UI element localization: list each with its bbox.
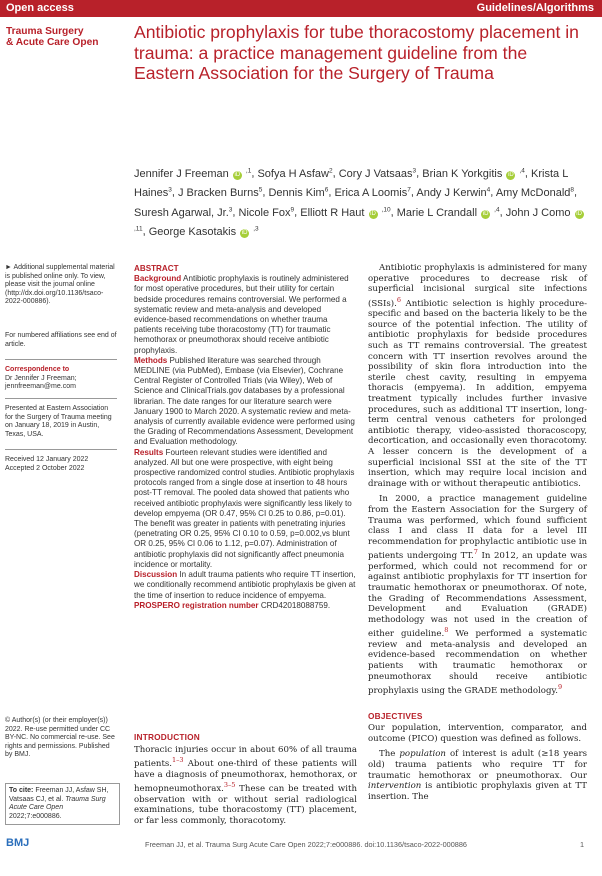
abstract-background (134, 274, 357, 356)
citation-heading: To cite: (9, 787, 34, 794)
correspondence-details: Dr Jennifer J Freeman; jennfreeman@me.com (5, 374, 77, 391)
author-name[interactable]: Suresh Agarwal, Jr. (134, 206, 229, 219)
dates (5, 456, 117, 473)
orcid-icon[interactable]: iD (508, 171, 514, 178)
author-name[interactable]: Andy J Kerwin (416, 187, 487, 200)
author-name[interactable]: Amy McDonald (495, 187, 571, 200)
objectives-heading: OBJECTIVES (368, 710, 423, 721)
journal-name-line1: Trauma Surgery (6, 26, 84, 37)
affiliations-note: For numbered affiliations see end of article. (5, 332, 117, 348)
body-text: The (379, 749, 400, 760)
author (416, 187, 490, 199)
author (134, 207, 232, 219)
abstract-results (134, 448, 357, 570)
prospero-label: PROSPERO registration number (134, 600, 259, 610)
author (239, 207, 295, 219)
affiliation-number: 5 (258, 186, 263, 194)
intro-text-2: About one-third of these patients will have a diagnosis of pneumothorax, hemothorax, or hemopneumothorax. (134, 759, 357, 795)
author-list: Jennifer J Freeman iD $^{,1}$, Sofya H Asfaw$^2$, Cory J Vatsaas$^3$, Brian K Yorkgitis iD $^{,4}$, Krista L Haines$^3$, J Bracken Burns$^5$, Dennis Kim$^6$, Erica A Loomis$^7$, Andy J Kerwin$^4$, Amy McDonald$^8$, Suresh Agarwal, Jr.$^3$, Nicole Fox$^9$, Elliott R Haut iD $^{,10}$, Marie L Crandall iD $^{,4}$, John J Como iD $^{,11}$, George Kasotakis iD $^{,3}$ (134, 163, 590, 241)
discussion-text: In adult trauma patients who require TT insertion, we conditionally recommend antibiotic prophylaxis be given at the time of insertion to reduce incidence of empyema. (134, 570, 356, 600)
orcid-icon[interactable]: iD (241, 230, 248, 237)
introduction-paragraph (134, 745, 357, 827)
author (257, 168, 332, 180)
affiliation-number: 9 (290, 205, 295, 213)
author (496, 187, 574, 199)
author (149, 226, 259, 238)
affiliation-number: 8 (570, 186, 575, 194)
orcid-icon[interactable]: iD (370, 210, 376, 217)
author-name[interactable]: Krista L Haines (134, 167, 568, 200)
correspondence (5, 366, 117, 392)
results-label: Results (134, 447, 164, 457)
author (422, 168, 525, 180)
citation-authors: Freeman JJ, Asfaw SH, Vatsaas CJ, et al. (9, 787, 109, 803)
affiliation-number: ,10 (381, 205, 391, 213)
correspondence-heading: Correspondence to (5, 366, 70, 373)
affiliation-number: ,3 (253, 225, 259, 233)
author-name[interactable]: J Bracken Burns (178, 187, 259, 200)
author-name[interactable]: Erica A Loomis (334, 187, 408, 200)
author-name[interactable]: Brian K Yorkgitis (422, 167, 503, 180)
article-type-label: Guidelines/Algorithms (476, 2, 594, 14)
abstract (134, 264, 357, 611)
body-text: In 2000, a practice management guideline from the Eastern Association for the Surgery of Trauma was performed, which found sufficient class I and class II data for a level III recommendation for prophylactic antibiotic use in patients undergoing TT. (368, 494, 587, 562)
introduction-heading: INTRODUCTION (134, 732, 201, 742)
body-right-column (368, 263, 587, 802)
methods-label: Methods (134, 355, 168, 365)
reference-link[interactable]: 7 (473, 548, 478, 557)
introduction-section (134, 732, 357, 826)
affiliation-number: ,4 (494, 205, 500, 213)
author-name[interactable]: Nicole Fox (238, 206, 291, 219)
page-number: 1 (580, 840, 585, 849)
supplemental-note: ► Additional supplemental material is published online only. To view, please visit the journal online (http://dx.doi.org/10.1136/tsaco-2022-000886). (5, 264, 115, 306)
author-name[interactable]: Jennifer J Freeman (134, 167, 229, 180)
sidebar-divider (5, 398, 117, 399)
citation-journal: Trauma Surg Acute Care Open (9, 795, 106, 812)
orcid-icon[interactable]: iD (576, 210, 582, 217)
affiliation-number: 4 (486, 186, 491, 194)
author (300, 207, 390, 219)
abstract-prospero (134, 601, 357, 611)
author-name[interactable]: John J Como (505, 206, 571, 219)
copyright-note: © Author(s) (or their employer(s)) 2022. Re-use permitted under CC BY-NC. No commercial re-use. See rights and permissions. Published by BMJ. (5, 717, 115, 759)
affiliation-number: 7 (407, 186, 411, 194)
affiliation-number: ,11 (134, 225, 143, 233)
reference-link[interactable]: 9 (557, 683, 563, 692)
author (334, 187, 410, 199)
sidebar-divider (5, 449, 117, 450)
affiliation-number: 3 (228, 205, 233, 213)
affiliation-number: 3 (168, 186, 172, 194)
author (268, 187, 328, 199)
body-text: In 2012, an update was performed, which could not recommend for or against antibiotic prophylaxis for TT insertion for traumatic hemothorax or pneumothorax. Of note, the Grading of Recommendations Assessment, Development and Evaluation (GRADE) methodology was not used in the creation of either guideline. (368, 551, 587, 640)
orcid-icon[interactable]: iD (482, 210, 489, 217)
presented-note: Presented at Eastern Association for the Surgery of Trauma meeting on January 18, 2019 in Austin, Texas, USA. (5, 405, 112, 438)
reference-link[interactable]: 3–5 (223, 781, 236, 790)
author-name[interactable]: Cory J Vatsaas (338, 167, 413, 180)
affiliation-number: ,4 (519, 167, 525, 174)
citation-volume: 2022;7:e000886. (9, 812, 62, 820)
body-text: We performed a systematic review and meta-analysis and developed an evidence-based recommendation on whether patients with traumatic hemothorax or pneumothorax should receive antibiotic prophylaxis using the GRADE methodology. (368, 629, 587, 696)
reference-link[interactable]: 8 (444, 626, 449, 635)
footer-citation: Freeman JJ, et al. Trauma Surg Acute Care Open 2022;7:e000886. doi:10.1136/tsaco-2022-000886 (145, 840, 467, 849)
accepted-date: Accepted 2 October 2022 (5, 464, 85, 472)
discussion-label: Discussion (134, 570, 178, 580)
citation-box (5, 783, 120, 825)
author (178, 187, 262, 199)
intro-text-1: Thoracic injuries occur in about 60% of all trauma patients. (134, 744, 357, 770)
body-paragraph-3: Our population, intervention, comparator, and outcome (PICO) question was defined as follows. (368, 723, 587, 744)
top-banner (0, 0, 602, 17)
affiliation-number: 6 (324, 186, 329, 194)
body-text: Antibiotic selection is highly procedure-specific and based on the bacteria likely to be the source of the potential infection. The utility of antibiotic prophylaxis for bedside procedures such as TT remains controversial. The greatest concern with TT insertion revolves around the possibility of skin flora introduction into the sterile chest cavity, resulting in empyema thoracis (empyema). In addition, empyema treatment typically includes further invasive procedures, such as additional TT insertion, long-term central venous catheters for prolonged antibiotic therapy, video-assisted thoracoscopy, decortication, and occasionally even thoracotomy. A lesser concern is the development of a superficial incisional SSI at the site of the TT insertion, which may require local incision and drainage with or without therapeutic antibiotics. (368, 298, 587, 489)
body-text: Antibiotic prophylaxis is administered for many operative procedures to decrease risk of superficial incisional surgical site infections (SSIs). (368, 263, 587, 309)
body-text: of interest is adult (≥18 years old) trauma patients who require TT for traumatic hemothorax or pneumothorax. Our (368, 749, 587, 781)
reference-link[interactable]: 6 (396, 295, 402, 304)
prospero-text: CRD42018088759. (260, 600, 331, 610)
received-date: Received 12 January 2022 (5, 456, 89, 463)
body-paragraph-1 (368, 263, 587, 489)
abstract-methods (134, 356, 357, 448)
author-name[interactable]: Elliott R Haut (300, 206, 365, 219)
results-text: Fourteen relevant studies were identified and analyzed. All but one were prospective, with eight being prospective randomized control studies. Antibiotic prophylaxis protocols ranged from a single dose at insertion to 48 hours post-TT removal. The pooled data showed that patients who received antibiotic prophylaxis were significantly less likely to develop empyema (OR 0.47, 95% CI 0.25 to 0.86, p=0.01). The benefit was greater in patients with penetrating injuries (penetrating OR 0.25, 95% CI 0.10 to 0.59, p=0.002,vs blunt OR 0.25, 95% CI 0.06 to 1.12, p=0.07). Administration of antibiotic prophylaxis did not significantly affect pneumonia incidence or mortality. (134, 447, 355, 569)
author (134, 168, 251, 180)
background-text: Antibiotic prophylaxis is routinely administered for most operative procedures, but their utility for certain bedside procedures remains controversial. We performed a systematic review and meta-analysis and developed evidence-based recommendations on whether trauma patients receiving tube thoracostomy (TT) for traumatic hemothorax or pneumothorax should receive antibiotic prophylaxis. (134, 274, 349, 355)
background-label: Background (134, 274, 182, 284)
emphasis-population: population (399, 749, 446, 760)
article-title: Antibiotic prophylaxis for tube thoracostomy placement in trauma: a practice management guideline from the Eastern Association for the Surgery of Trauma (134, 22, 579, 83)
open-access-label: Open access (6, 2, 74, 14)
author (397, 207, 500, 219)
abstract-discussion (134, 570, 357, 601)
body-paragraph-2 (368, 494, 587, 696)
orcid-icon[interactable]: iD (234, 171, 241, 178)
author-name[interactable]: George Kasotakis (148, 226, 237, 239)
journal-name (6, 26, 121, 48)
affiliation-number: ,1 (245, 167, 252, 174)
author (339, 168, 416, 180)
body-text: is antibiotic prophylaxis given at TT insertion. The (368, 781, 587, 802)
body-paragraph-4 (368, 749, 587, 802)
author-name[interactable]: Sofya H Asfaw (257, 167, 329, 180)
emphasis-intervention: intervention (368, 781, 422, 792)
author-name[interactable]: Marie L Crandall (396, 206, 478, 219)
reference-link[interactable]: 1–3 (172, 756, 184, 765)
journal-name-line2: & Acute Care Open (6, 37, 99, 48)
sidebar-divider (5, 359, 117, 360)
bmj-logo: BMJ (6, 837, 30, 849)
methods-text: Published literature was searched through MEDLINE (via PubMed), Embase (via Elsevier), Cochrane Central Register of Controlled Trials (via Wiley), Web of Science and ClinicalTrials.gov databases by a professional librarian. The date ranges for our literature search were January 1900 to March 2020. A systematic review and meta-analysis of currently available evidence were performed using the Grading of Recommendations Assessment, Development and Evaluation methodology. (134, 355, 355, 447)
affiliation-number: 2 (328, 167, 333, 174)
author-name[interactable]: Dennis Kim (268, 187, 325, 200)
intro-text-3: These can be treated with observation with or without serial radiological examinations, tube thoracostomy (TT) placement, or far less commonly, thoracotomy. (134, 784, 357, 826)
abstract-heading: ABSTRACT (134, 264, 179, 273)
affiliation-number: 3 (412, 167, 417, 174)
